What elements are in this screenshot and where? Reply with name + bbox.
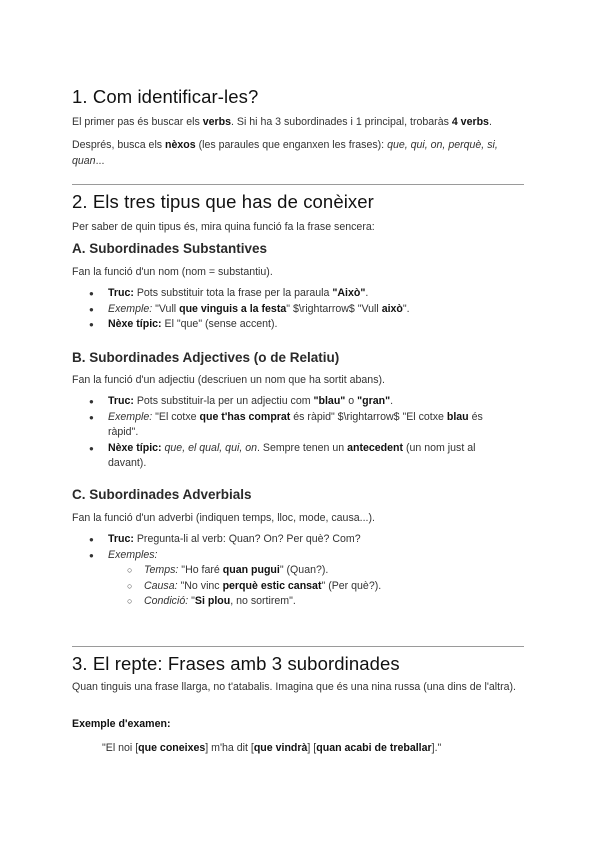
s1-paragraph-2: Després, busca els nèxos (les paraules que enganxen les frases): que, qui, on, perquè, si, quan... [72, 139, 498, 167]
list-item: ○ Temps: "Ho faré quan pugui" (Quan?). [72, 563, 512, 579]
subsection-a-desc: Fan la funció d'un nom (nom = substantiu). [72, 266, 273, 278]
subsection-a-title: A. Subordinades Substantives [72, 241, 268, 256]
subsection-c-list [72, 532, 512, 610]
exam-example-label: Exemple d'examen: [72, 718, 171, 730]
s1-paragraph-1: El primer pas és buscar els verbs. Si hi ha 3 subordinades i 1 principal, trobaràs 4 verbs. [72, 116, 492, 128]
subsection-b-list [72, 394, 512, 472]
section-3-heading: 3. El repte: Frases amb 3 subordinades [72, 653, 400, 674]
list-item: ● Exemple: "El cotxe que t'has comprat és ràpid" $\rightarrow$ "El cotxe blau és ràpid". [72, 410, 488, 441]
subsection-a-list [72, 286, 512, 333]
list-item: ● Nèxe típic: que, el qual, qui, on. Sempre tenen un antecedent (un nom just al davant). [72, 441, 498, 472]
subsection-b-title: B. Subordinades Adjectives (o de Relatiu) [72, 350, 340, 365]
list-item: ○ Condició: "Si plou, no sortirem". [72, 594, 512, 610]
list-item: ● Truc: Pots substituir-la per un adjectiu com "blau" o "gran". [72, 394, 512, 410]
list-item: ● Truc: Pots substituir tota la frase per la paraula "Això". [72, 286, 512, 302]
section-1-heading: 1. Com identificar-les? [72, 86, 259, 107]
list-item: ● Truc: Pregunta-li al verb: Quan? On? Per què? Com? [72, 532, 512, 548]
subsection-c-desc: Fan la funció d'un adverbi (indiquen temps, lloc, mode, causa...). [72, 512, 375, 524]
list-item: ○ Causa: "No vinc perquè estic cansat" (Per què?). [72, 579, 512, 595]
section-divider [72, 184, 524, 185]
list-item: ● Exemple: "Vull que vinguis a la festa" $\rightarrow$ "Vull això". [72, 302, 512, 318]
subsection-b-desc: Fan la funció d'un adjectiu (descriuen un nom que ha sortit abans). [72, 374, 385, 386]
list-item: ● Exemples: ○ Temps: "Ho faré quan pugui" (Quan?). ○ Causa: "No vinc perquè estic cansat" (Per què?). ○ Condició: "Si plou, no sortirem". [72, 548, 512, 610]
s2-intro: Per saber de quin tipus és, mira quina funció fa la frase sencera: [72, 221, 375, 233]
subsection-c-title: C. Subordinades Adverbials [72, 487, 252, 502]
s3-intro: Quan tinguis una frase llarga, no t'atabalis. Imagina que és una nina russa (una dins de l'altra). [72, 681, 516, 693]
exam-example-sentence: "El noi [que coneixes] m'ha dit [que vindrà] [quan acabi de treballar]." [102, 742, 442, 754]
examples-sublist [108, 563, 512, 610]
section-2-heading: 2. Els tres tipus que has de conèixer [72, 191, 374, 212]
list-item: ● Nèxe típic: El "que" (sense accent). [72, 317, 512, 333]
section-divider [72, 646, 524, 647]
